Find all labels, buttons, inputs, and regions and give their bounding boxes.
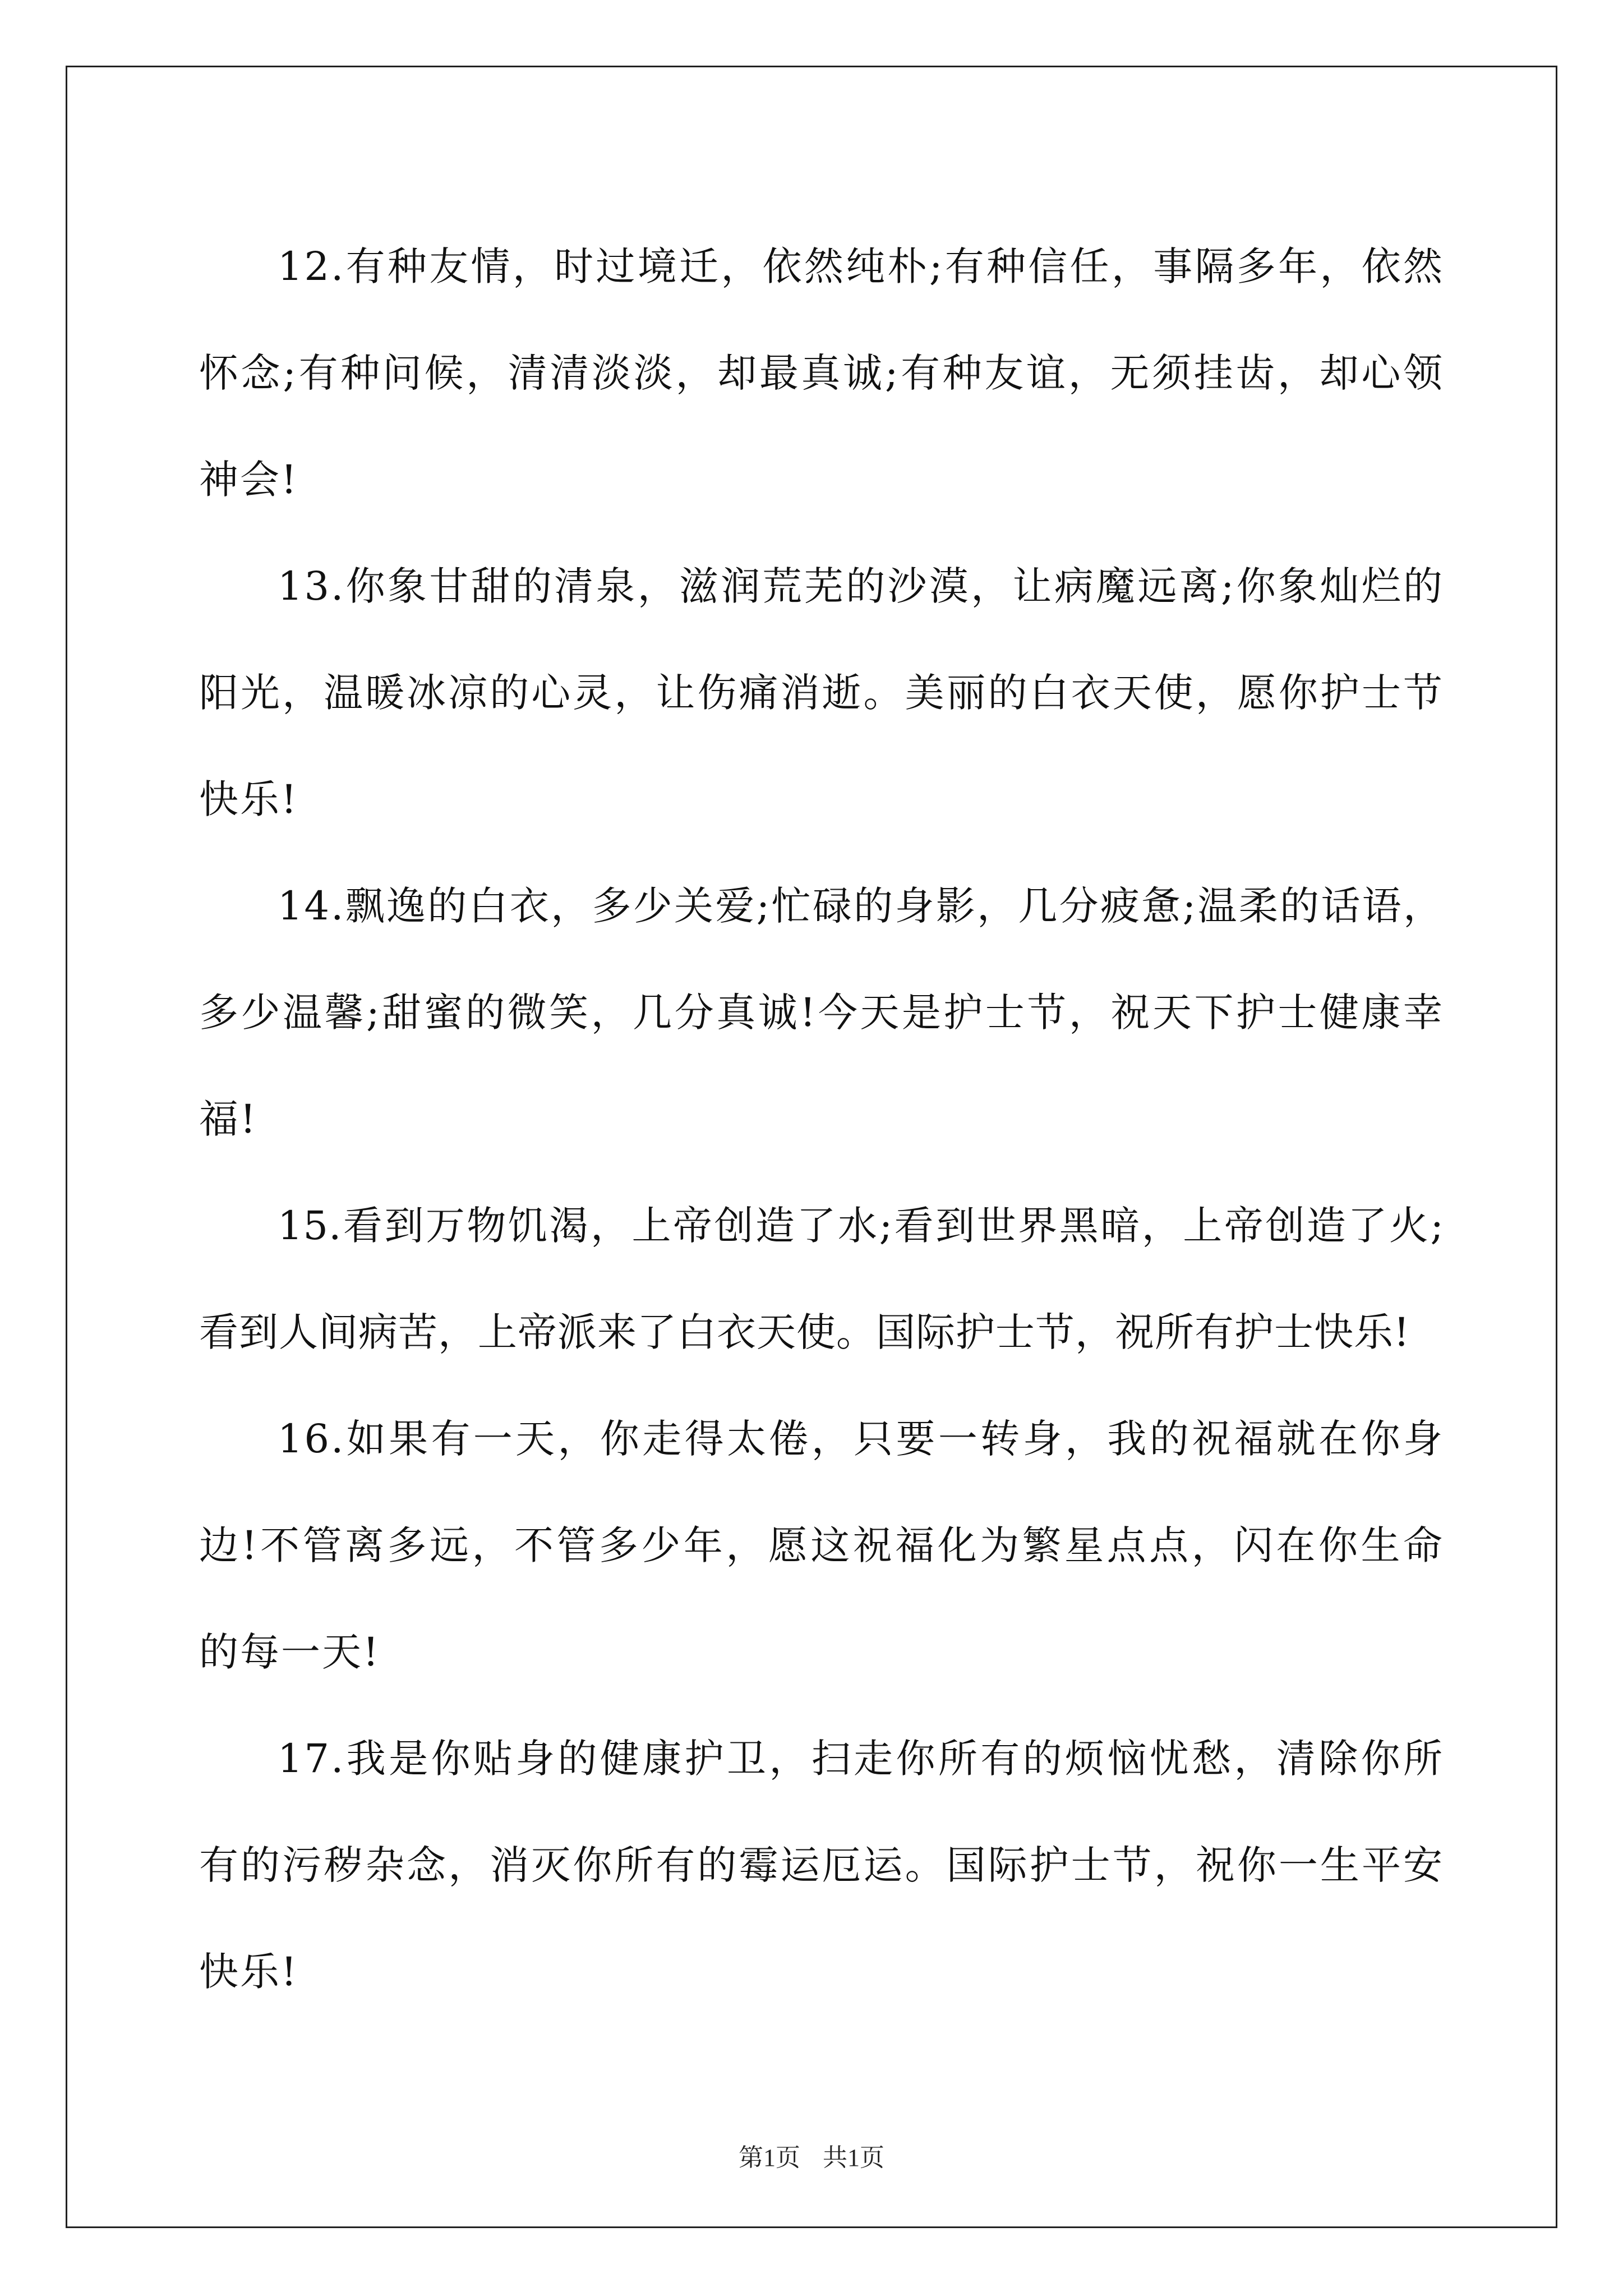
page-number-current: 第1页 xyxy=(739,2144,800,2171)
paragraph-17: 17.我是你贴身的健康护卫，扫走你所有的烦恼忧愁，清除你所有的污秽杂念，消灭你所有的霉运厄运。国际护士节，祝你一生平安快乐! xyxy=(199,1736,1444,1995)
document-body xyxy=(199,213,1444,2025)
page-number-total: 共1页 xyxy=(823,2144,884,2171)
paragraph-16: 16.如果有一天，你走得太倦，只要一转身，我的祝福就在你身边!不管离多远，不管多少年，愿这祝福化为繁星点点，闪在你生命的每一天! xyxy=(199,1416,1444,1675)
paragraph-12: 12.有种友情，时过境迁，依然纯朴;有种信任，事隔多年，依然怀念;有种问候，清清淡淡，却最真诚;有种友谊，无须挂齿，却心领神会! xyxy=(199,243,1444,503)
paragraph-13: 13.你象甘甜的清泉，滋润荒芜的沙漠，让病魔远离;你象灿烂的阳光，温暖冰凉的心灵，让伤痛消逝。美丽的白衣天使，愿你护士节快乐! xyxy=(199,563,1444,822)
page-footer xyxy=(0,2137,1623,2173)
paragraph-14: 14.飘逸的白衣，多少关爱;忙碌的身影，几分疲惫;温柔的话语，多少温馨;甜蜜的微笑，几分真诚!今天是护士节，祝天下护士健康幸福! xyxy=(199,883,1444,1142)
paragraph-15: 15.看到万物饥渴，上帝创造了水;看到世界黑暗，上帝创造了火;看到人间病苦，上帝派来了白衣天使。国际护士节，祝所有护士快乐! xyxy=(199,1203,1444,1355)
